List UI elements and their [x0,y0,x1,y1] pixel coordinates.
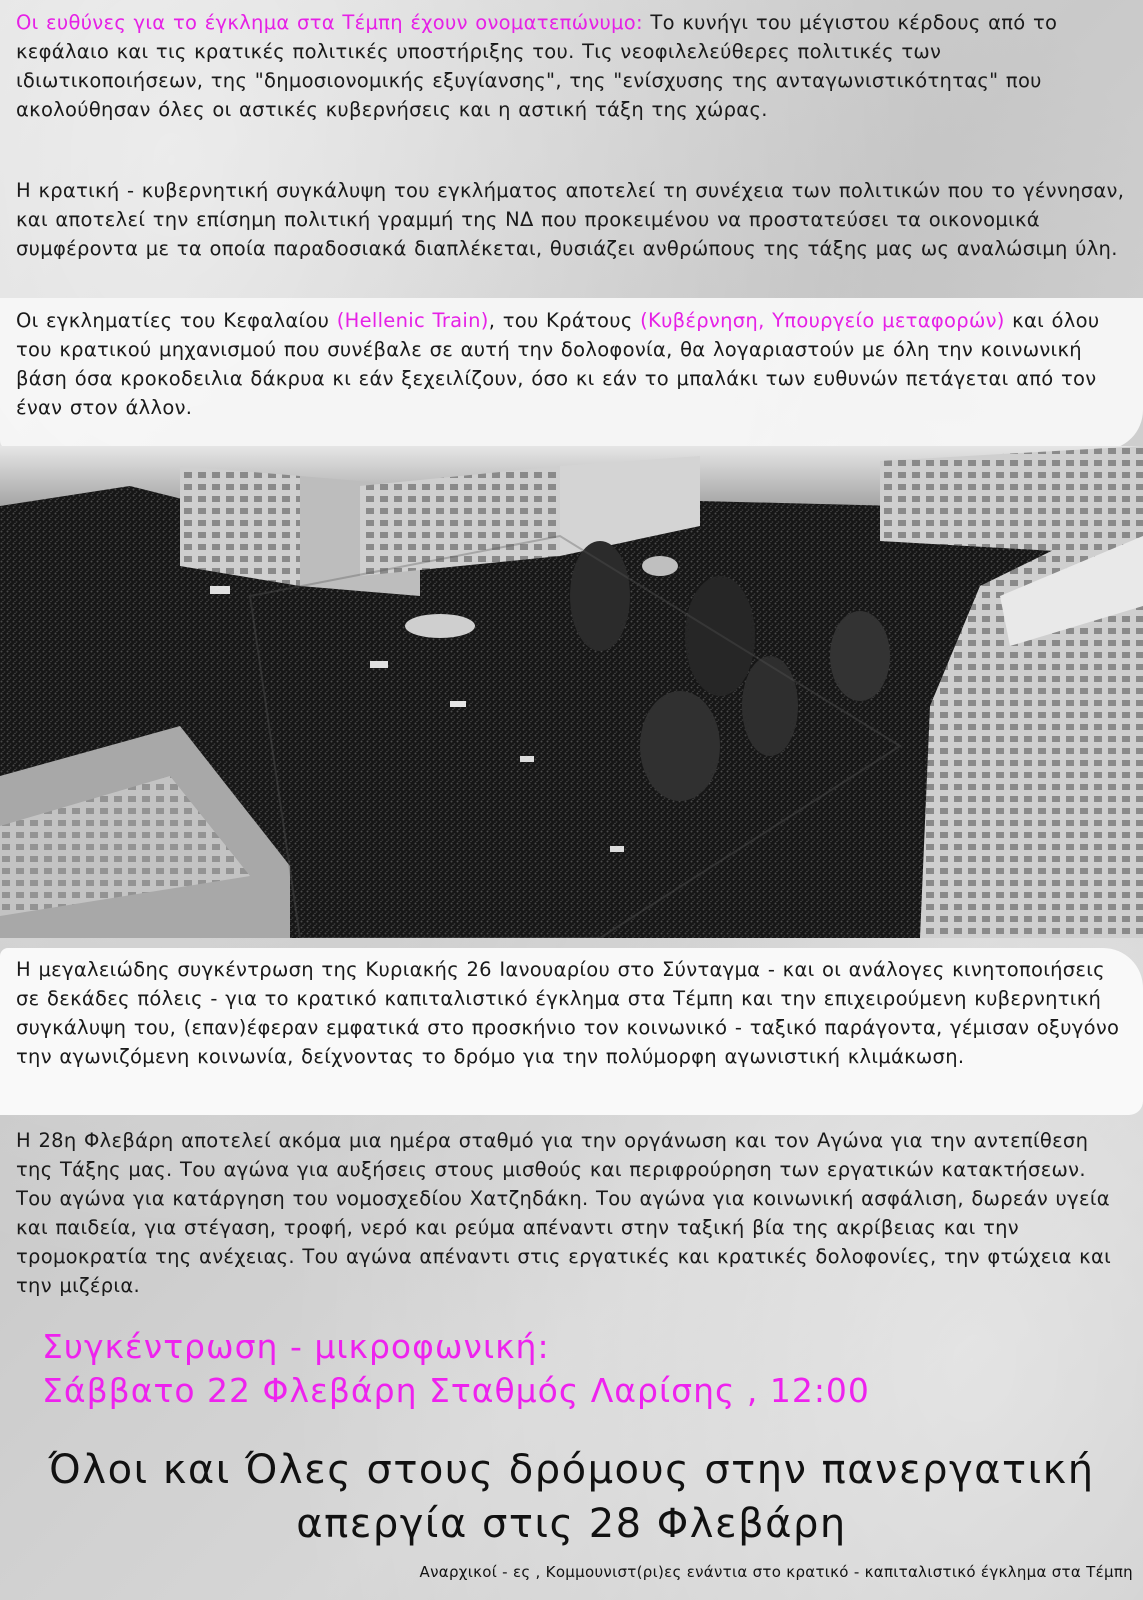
rally-title: Συγκέντρωση - μικροφωνική: [42,1327,550,1366]
rally-details: Σάββατο 22 Φλεβάρη Σταθμός Λαρίσης , 12:00 [42,1371,870,1410]
intro-text: Το κυνήγι του μέγιστου κέρδους από το κεφάλαιο και τις κρατικές πολιτικές υποστήριξης του. Τις νεοφιλελεύθερες πολιτικές των ιδιωτικοποιήσεων, της "δημοσιονομικής εξυγίανσης", της "ενίσχυσης της ανταγωνιστικότητας" που ακολούθησαν όλες οι αστικές κυβερνήσεις και η αστική τάξη της χώρας. [16,11,1058,121]
signature: Αναρχικοί - ες , Κομμουνιστ(ρι)ες ενάντια στο κρατικό - καπιταλιστικό έγκλημα στα Τέμπη [419,1563,1133,1581]
crowd-photo-image [0,446,1143,938]
coverup-paragraph: Η κρατική - κυβερνητική συγκάλυψη του εγκλήματος αποτελεί τη συνέχεια των πολιτικών που το γέννησαν, και αποτελεί την επίσημη πολιτική γραμμή της ΝΔ που προκειμένου να προστατεύσει τα οικονομικά συμφέροντα με τα οποία παραδοσιακά διαπλέκεται, θυσιάζει ανθρώπους της τάξης μας ως αναλώσιμη ύλη. [16,179,1125,260]
criminals-highlight-2: (Κυβέρνηση, Υπουργείο μεταφορών) [640,309,1005,332]
criminals-highlight-1: (Hellenic Train) [336,309,489,332]
rally-announcement [42,1325,1122,1413]
crowd-photo [0,446,1143,938]
headline-line-2: απεργία στις 28 Φλεβάρη [296,1501,847,1547]
intro-paragraph [10,8,1135,124]
strike-headline [0,1443,1143,1551]
criminals-text-2: , του Κράτους [488,309,641,332]
criminals-text-3: και όλου του κρατικού μηχανισμού που συνέβαλε σε αυτή την δολοφονία, θα λογαριαστούν με όλη την κοινωνική βάση όσα κροκοδειλια δάκρυα κι εάν ξεχειλίζουν, όσο κι εάν το μπαλάκι των ευθυνών πετάγεται από τον έναν στον άλλον. [16,309,1100,419]
strike-paragraph: Η 28η Φλεβάρη αποτελεί ακόμα μια ημέρα σταθμό για την οργάνωση και τον Αγώνα για την αντεπίθεση της Τάξης μας. Του αγώνα για αυξήσεις στους μισθούς και περιφρούρηση των εργατικών κατακτήσεων. Του αγώνα για κατάργηση του νομοσχεδίου Χατζηδάκη. Του αγώνα για κοινωνική ασφάλιση, δωρεάν υγεία και παιδεία, για στέγαση, τροφή, νερό και ρεύμα απέναντι στην ταξική βία της ακρίβειας και την τρομοκρατία της ανέχειας. Του αγώνα απέναντι στις εργατικές και κρατικές δολοφονίες, την φτώχεια και την μιζέρια. [16,1129,1111,1297]
criminals-text-1: Οι εγκληματίες του Κεφαλαίου [16,309,337,332]
headline-line-1: Όλοι και Όλες στους δρόμους στην πανεργατική [48,1447,1095,1493]
criminals-paragraph [10,306,1135,422]
rally-recap-paragraph: Η μεγαλειώδης συγκέντρωση της Κυριακής 26 Ιανουαρίου στο Σύνταγμα - και οι ανάλογες κινητοποιήσεις σε δεκάδες πόλεις - για το κρατικό καπιταλιστικό έγκλημα στα Τέμπη και την επιχειρούμενη κυβερνητική συγκάλυψη του, (επαν)έφεραν εμφατικά στο προσκήνιο τον κοινωνικό - ταξικό παράγοντα, γέμισαν οξυγόνο την αγωνιζόμενη κοινωνία, δείχνοντας το δρόμο για την πολύμορφη αγωνιστική κλιμάκωση. [16,958,1120,1068]
intro-highlight: Οι ευθύνες για το έγκλημα στα Τέμπη έχουν ονοματεπώνυμο: [16,11,643,34]
